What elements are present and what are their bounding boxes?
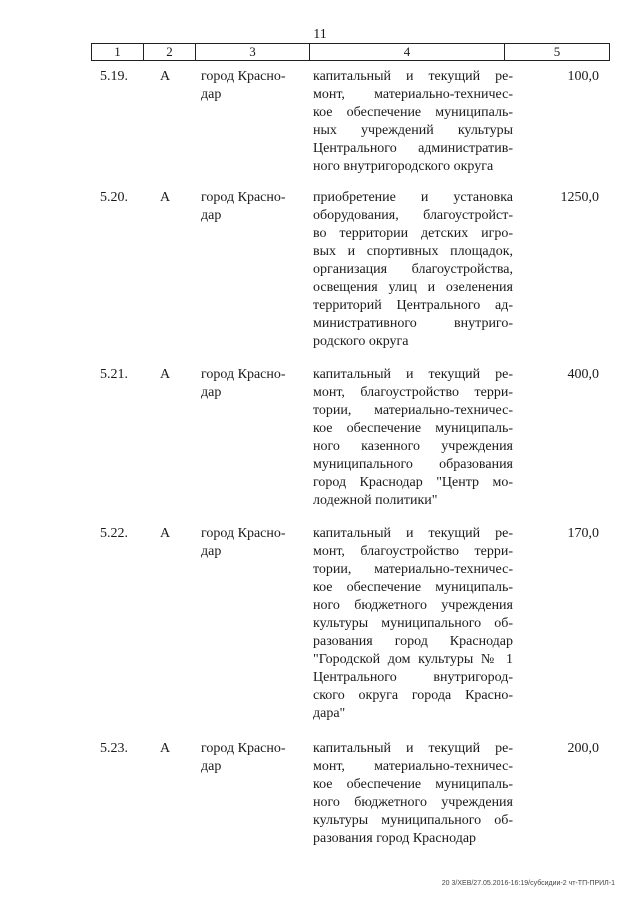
city-line: город Красно- <box>201 526 286 541</box>
description-line: монт, благоустройство терри- <box>313 544 513 559</box>
description-line: монт, материально-техничес- <box>313 87 513 102</box>
description-line: кое обеспечение муниципаль- <box>313 421 513 436</box>
description-line: министративного внутриго- <box>313 316 513 331</box>
city-line: город Красно- <box>201 69 286 84</box>
page-number: 11 <box>313 27 327 42</box>
description-line: кое обеспечение муниципаль- <box>313 777 513 792</box>
description-line: разования город Краснодар <box>313 831 477 846</box>
header-col-2: 2 <box>144 44 196 60</box>
row-description <box>313 740 513 848</box>
description-line: Центрального административ- <box>313 141 513 156</box>
description-line: капитальный и текущий ре- <box>313 741 513 756</box>
row-amount: 200,0 <box>567 741 599 756</box>
row-amount: 400,0 <box>567 367 599 382</box>
description-line: ного казенного учреждения <box>313 439 513 454</box>
description-line: кое обеспечение муниципаль- <box>313 580 513 595</box>
table-header-row <box>91 43 610 61</box>
row-category: А <box>160 741 171 756</box>
row-city <box>201 366 303 402</box>
row-category: А <box>160 526 171 541</box>
city-line: дар <box>201 87 222 102</box>
header-col-3: 3 <box>196 44 310 60</box>
description-line: "Городской дом культуры № 1 <box>313 652 513 667</box>
row-category: А <box>160 69 171 84</box>
row-city <box>201 740 303 776</box>
row-number: 5.22. <box>100 526 128 541</box>
row-city <box>201 68 303 104</box>
description-line: лодежной политики" <box>313 493 438 508</box>
city-line: дар <box>201 385 222 400</box>
description-line: ского округа города Красно- <box>313 688 513 703</box>
description-line: культуры муниципального об- <box>313 813 513 828</box>
header-col-1: 1 <box>92 44 144 60</box>
row-category: А <box>160 367 171 382</box>
city-line: дар <box>201 759 222 774</box>
row-amount: 1250,0 <box>560 190 599 205</box>
row-description <box>313 189 513 351</box>
description-line: капитальный и текущий ре- <box>313 367 513 382</box>
description-line: оборудования, благоустройст- <box>313 208 513 223</box>
description-line: приобретение и установка <box>313 190 513 205</box>
row-description <box>313 525 513 723</box>
description-line: город Краснодар "Центр мо- <box>313 475 513 490</box>
row-city <box>201 525 303 561</box>
description-line: освещения улиц и озеленения <box>313 280 513 295</box>
description-line: капитальный и текущий ре- <box>313 69 513 84</box>
description-line: ных учреждений культуры <box>313 123 513 138</box>
description-line: разования город Краснодар <box>313 634 513 649</box>
description-line: тории, материально-техничес- <box>313 562 513 577</box>
description-line: организация благоустройства, <box>313 262 513 277</box>
description-line: Центрального внутригород- <box>313 670 513 685</box>
description-line: ного бюджетного учреждения <box>313 795 513 810</box>
city-line: город Красно- <box>201 741 286 756</box>
header-col-4: 4 <box>310 44 505 60</box>
description-line: монт, материально-техничес- <box>313 759 513 774</box>
city-line: город Красно- <box>201 190 286 205</box>
description-line: во территории детских игро- <box>313 226 513 241</box>
header-col-5: 5 <box>553 44 561 59</box>
description-line: культуры муниципального об- <box>313 616 513 631</box>
row-category: А <box>160 190 171 205</box>
city-line: дар <box>201 544 222 559</box>
row-number: 5.21. <box>100 367 128 382</box>
description-line: тории, материально-техничес- <box>313 403 513 418</box>
city-line: город Красно- <box>201 367 286 382</box>
row-amount: 170,0 <box>567 526 599 541</box>
city-line: дар <box>201 208 222 223</box>
row-amount: 100,0 <box>567 69 599 84</box>
row-description <box>313 366 513 510</box>
description-line: дара" <box>313 706 346 721</box>
description-line: монт, благоустройство терри- <box>313 385 513 400</box>
row-number: 5.23. <box>100 741 128 756</box>
description-line: территорий Центрального ад- <box>313 298 513 313</box>
row-number: 5.20. <box>100 190 128 205</box>
description-line: муниципального образования <box>313 457 513 472</box>
description-line: вых и спортивных площадок, <box>313 244 513 259</box>
description-line: кое обеспечение муниципаль- <box>313 105 513 120</box>
row-city <box>201 189 303 225</box>
description-line: ного внутригородского округа <box>313 159 494 174</box>
row-description <box>313 68 513 176</box>
row-number: 5.19. <box>100 69 128 84</box>
footer-reference: 20 3/ХЕВ/27.05.2016-16:19/субсидии-2 чт-ТП-ПРИЛ-1 <box>441 880 615 887</box>
description-line: ного бюджетного учреждения <box>313 598 513 613</box>
description-line: родского округа <box>313 334 409 349</box>
description-line: капитальный и текущий ре- <box>313 526 513 541</box>
